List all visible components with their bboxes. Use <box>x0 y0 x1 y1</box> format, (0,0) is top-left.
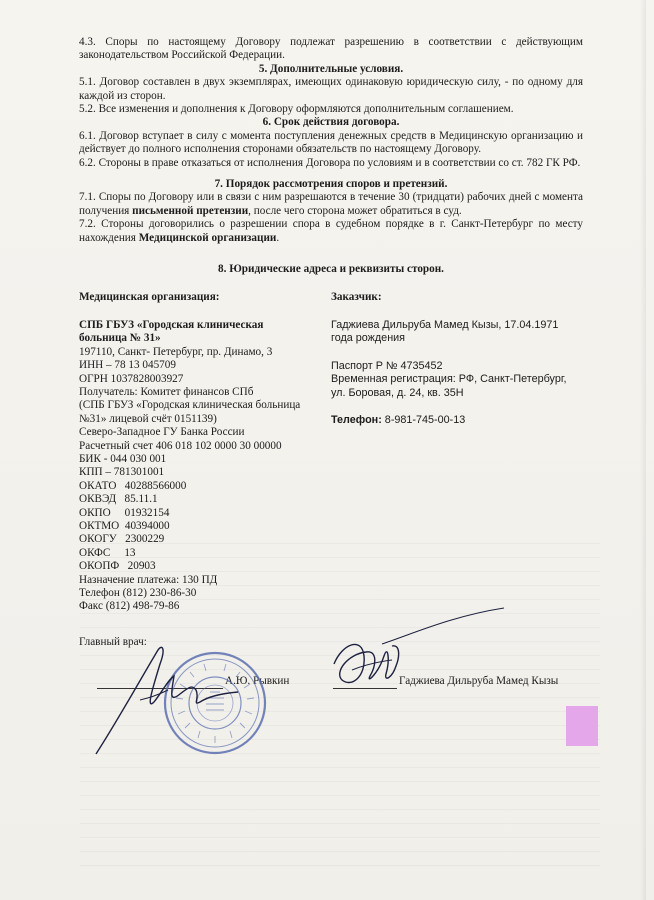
clause-7-2-text: 7.2. Стороны договорились о разрешении спора в судебном порядке в г. Санкт-Петербург по месту нахождения <box>79 218 583 244</box>
client-phone-label: Телефон: <box>331 413 382 426</box>
org-purpose: Назначение платежа: 130 ПД <box>79 573 218 586</box>
client-registration-1: Временная регистрация: РФ, Санкт-Петербург, <box>331 373 567 386</box>
client-signature-name: Гаджиева Дильруба Мамед Кызы <box>399 675 559 687</box>
org-okato: ОКАТО 40288566000 <box>79 479 187 492</box>
page-edge-shadow <box>640 0 646 900</box>
clause-6-1: 6.1. Договор вступает в силу с момента поступления денежных средств в Медицинскую организацию и действует до полного исполнения сторонами обязательств по настоящему Договору. <box>79 129 583 156</box>
chief-doctor-label: Главный врач: <box>79 636 147 648</box>
medical-org-requisites <box>79 291 309 614</box>
org-recipient-2: (СПБ ГБУЗ «Городская клиническая больница <box>79 399 301 412</box>
client-name-1: Гаджиева Дильруба Мамед Кызы, 17.04.1971 <box>331 318 559 331</box>
section-7-title: 7. Порядок рассмотрения споров и претензий. <box>214 178 448 191</box>
client-signature-icon <box>322 604 512 714</box>
org-bik: БИК - 044 030 001 <box>79 452 167 465</box>
org-bank: Северо-Западное ГУ Банка России <box>79 426 245 439</box>
section-6-title: 6. Срок действия договора. <box>262 116 400 129</box>
org-ogrn: ОГРН 1037828003927 <box>79 372 184 385</box>
org-okpo: ОКПО 01932154 <box>79 506 170 519</box>
clause-7-1 <box>79 191 583 218</box>
clause-7-2-bold: Медицинской организации <box>138 231 277 244</box>
client-requisites <box>331 291 585 428</box>
clause-7-2-tail: . <box>276 231 280 244</box>
clause-7-1-text: 7.1. Споры по Договору или в связи с ним разрешаются в течение 30 (тридцати) рабочих дней с момента получения <box>79 191 583 217</box>
org-kpp: КПП – 781301001 <box>79 466 165 479</box>
chief-doctor-name: А.Ю. Рывкин <box>225 675 290 687</box>
client-passport: Паспорт Р № 4735452 <box>331 359 443 372</box>
section-8-title: 8. Юридические адреса и реквизиты сторон. <box>218 263 444 276</box>
org-oktmo: ОКТМО 40394000 <box>79 520 170 532</box>
org-phone: Телефон (812) 230-86-30 <box>79 587 197 600</box>
org-recipient-3: №31» лицевой счёт 0151139) <box>79 412 217 425</box>
clause-7-1-tail: , после чего сторона может обратиться в суд. <box>248 204 462 217</box>
contract-text <box>79 36 583 611</box>
chief-signature-icon <box>88 640 278 760</box>
clause-6-2: 6.2. Стороны в праве отказаться от исполнения Договора по условиям и в соответствии со ст. 782 ГК РФ. <box>79 156 581 169</box>
org-name-2: больница № 31» <box>79 332 161 345</box>
org-name-1: СПБ ГБУЗ «Городская клиническая <box>79 318 264 331</box>
org-label: Медицинская организация: <box>79 290 220 303</box>
client-name-2: года рождения <box>331 332 406 345</box>
clause-5-1: 5.1. Договор составлен в двух экземплярах, имеющих одинаковую юридическую силу, - по одному для каждой из сторон. <box>79 76 583 102</box>
org-account: Расчетный счет 406 018 102 0000 30 00000 <box>79 439 282 452</box>
org-okved: ОКВЭД 85.11.1 <box>79 493 158 506</box>
org-recipient: Получатель: Комитет финансов СПб <box>79 385 254 398</box>
org-okogu: ОКОГУ 2300229 <box>79 533 165 546</box>
org-address: 197110, Санкт- Петербург, пр. Динамо, 3 <box>79 345 273 358</box>
clause-7-2 <box>79 218 583 245</box>
clause-4-3: 4.3. Споры по настоящему Договору подлежат разрешению в соответствии с действующим законодательством Российской Федерации. <box>79 36 583 62</box>
clause-5-2: 5.2. Все изменения и дополнения к Договору оформляются дополнительным соглашением. <box>79 103 514 116</box>
org-inn: ИНН – 78 13 045709 <box>79 359 176 372</box>
client-phone <box>331 414 585 427</box>
org-okopf: ОКОПФ 20903 <box>79 560 156 573</box>
org-okfs: ОКФС 13 <box>79 546 136 559</box>
section-5-title: 5. Дополнительные условия. <box>258 62 404 75</box>
client-phone-value: 8-981-745-00-13 <box>381 413 466 426</box>
clause-7-1-bold: письменной претензии <box>132 204 249 217</box>
pink-highlighter-mark <box>566 706 598 746</box>
requisites <box>79 291 583 611</box>
org-fax: Факс (812) 498-79-86 <box>79 600 180 613</box>
client-registration-2: ул. Боровая, д. 24, кв. 35Н <box>331 386 464 399</box>
client-label: Заказчик: <box>331 290 382 303</box>
